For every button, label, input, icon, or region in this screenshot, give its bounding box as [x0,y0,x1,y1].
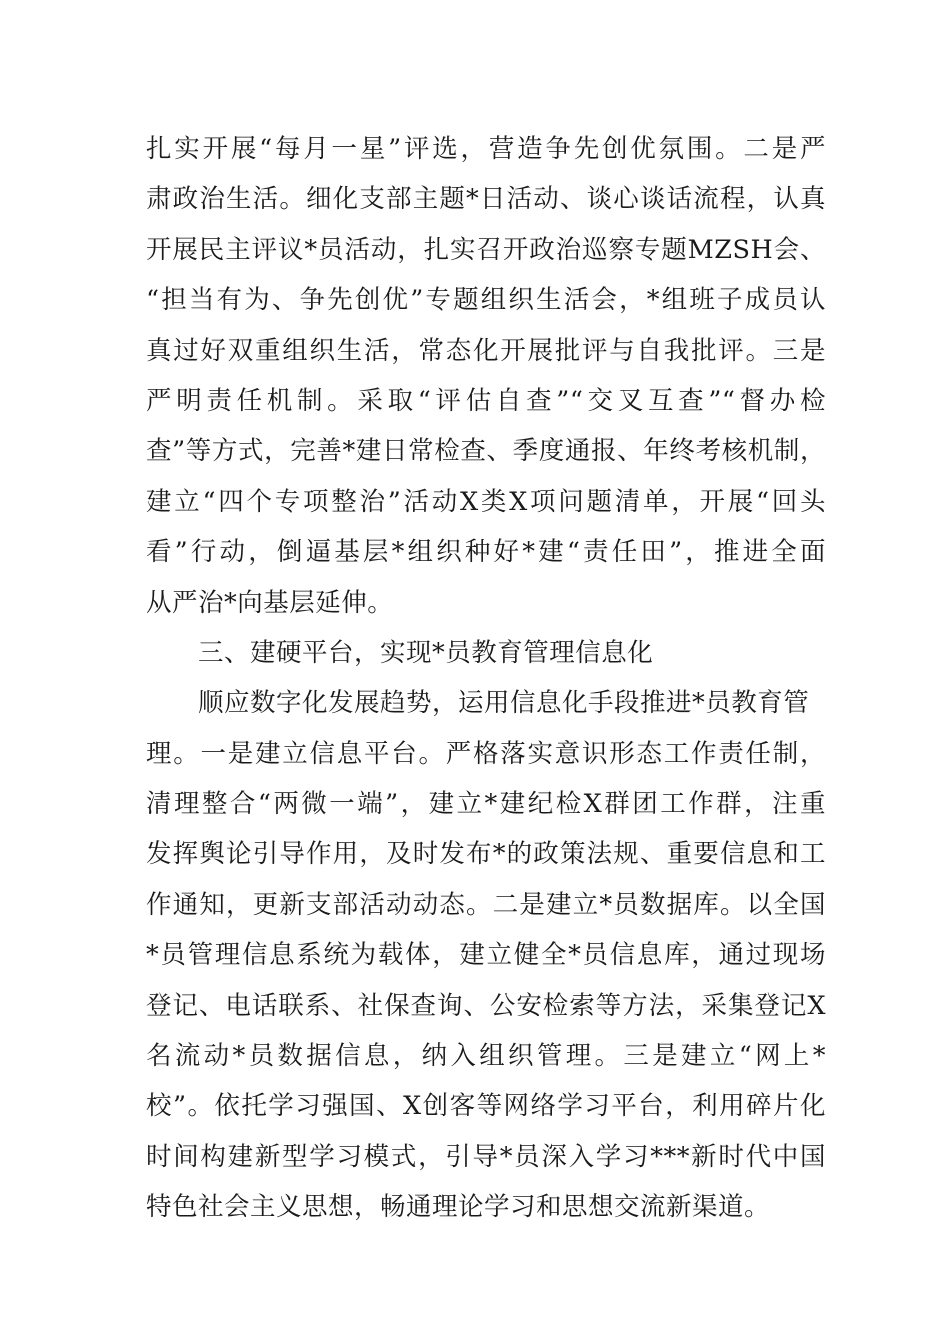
text-line: 查”等方式，完善*建日常检查、季度通报、年终考核机制， [146,436,826,467]
document-body [146,124,826,1233]
text-line: 肃政治生活。细化支部主题*日活动、谈心谈话流程，认真 [146,184,826,215]
text-line: *员管理信息系统为载体，建立健全*员信息库，通过现场 [146,940,826,971]
text-line: 开展民主评议*员活动，扎实召开政治巡察专题MZSH会、 [146,234,826,265]
text-line: 校”。依托学习强国、X创客等网络学习平台，利用碎片化 [146,1091,826,1122]
paragraph-party-life [146,124,826,628]
text-line: 作通知，更新支部活动动态。二是建立*员数据库。以全国 [146,889,826,920]
text-line: 登记、电话联系、社保查询、公安检索等方法，采集登记X [146,990,826,1021]
text-line: 严明责任机制。采取“评估自查”“交叉互查”“督办检 [146,385,826,416]
section-heading: 三、建硬平台，实现*员教育管理信息化 [198,637,654,668]
text-line: 看”行动，倒逼基层*组织种好*建“责任田”，推进全面 [146,537,826,568]
paragraph-info-platform [146,678,826,1232]
text-line: 名流动*员数据信息，纳入组织管理。三是建立“网上* [146,1041,826,1072]
text-line: 建立“四个专项整治”活动X类X项问题清单，开展“回头 [146,486,826,517]
text-line: 扎实开展“每月一星”评选，营造争先创优氛围。二是严 [146,134,826,164]
text-line: 理。一是建立信息平台。严格落实意识形态工作责任制， [146,738,826,769]
text-line: 时间构建新型学习模式，引导*员深入学习***新时代中国 [146,1141,826,1172]
text-line: 顺应数字化发展趋势，运用信息化手段推进*员教育管 [198,688,810,719]
text-line: 清理整合“两微一端”，建立*建纪检X群团工作群，注重 [146,789,826,820]
text-line: 从严治*向基层延伸。 [146,587,394,618]
text-line: 真过好双重组织生活，常态化开展批评与自我批评。三是 [146,335,826,366]
text-line: “担当有为、争先创优”专题组织生活会，*组班子成员认 [146,285,826,316]
text-line: 发挥舆论引导作用，及时发布*的政策法规、重要信息和工 [146,839,826,870]
text-line: 特色社会主义思想，畅通理论学习和思想交流新渠道。 [146,1192,771,1223]
